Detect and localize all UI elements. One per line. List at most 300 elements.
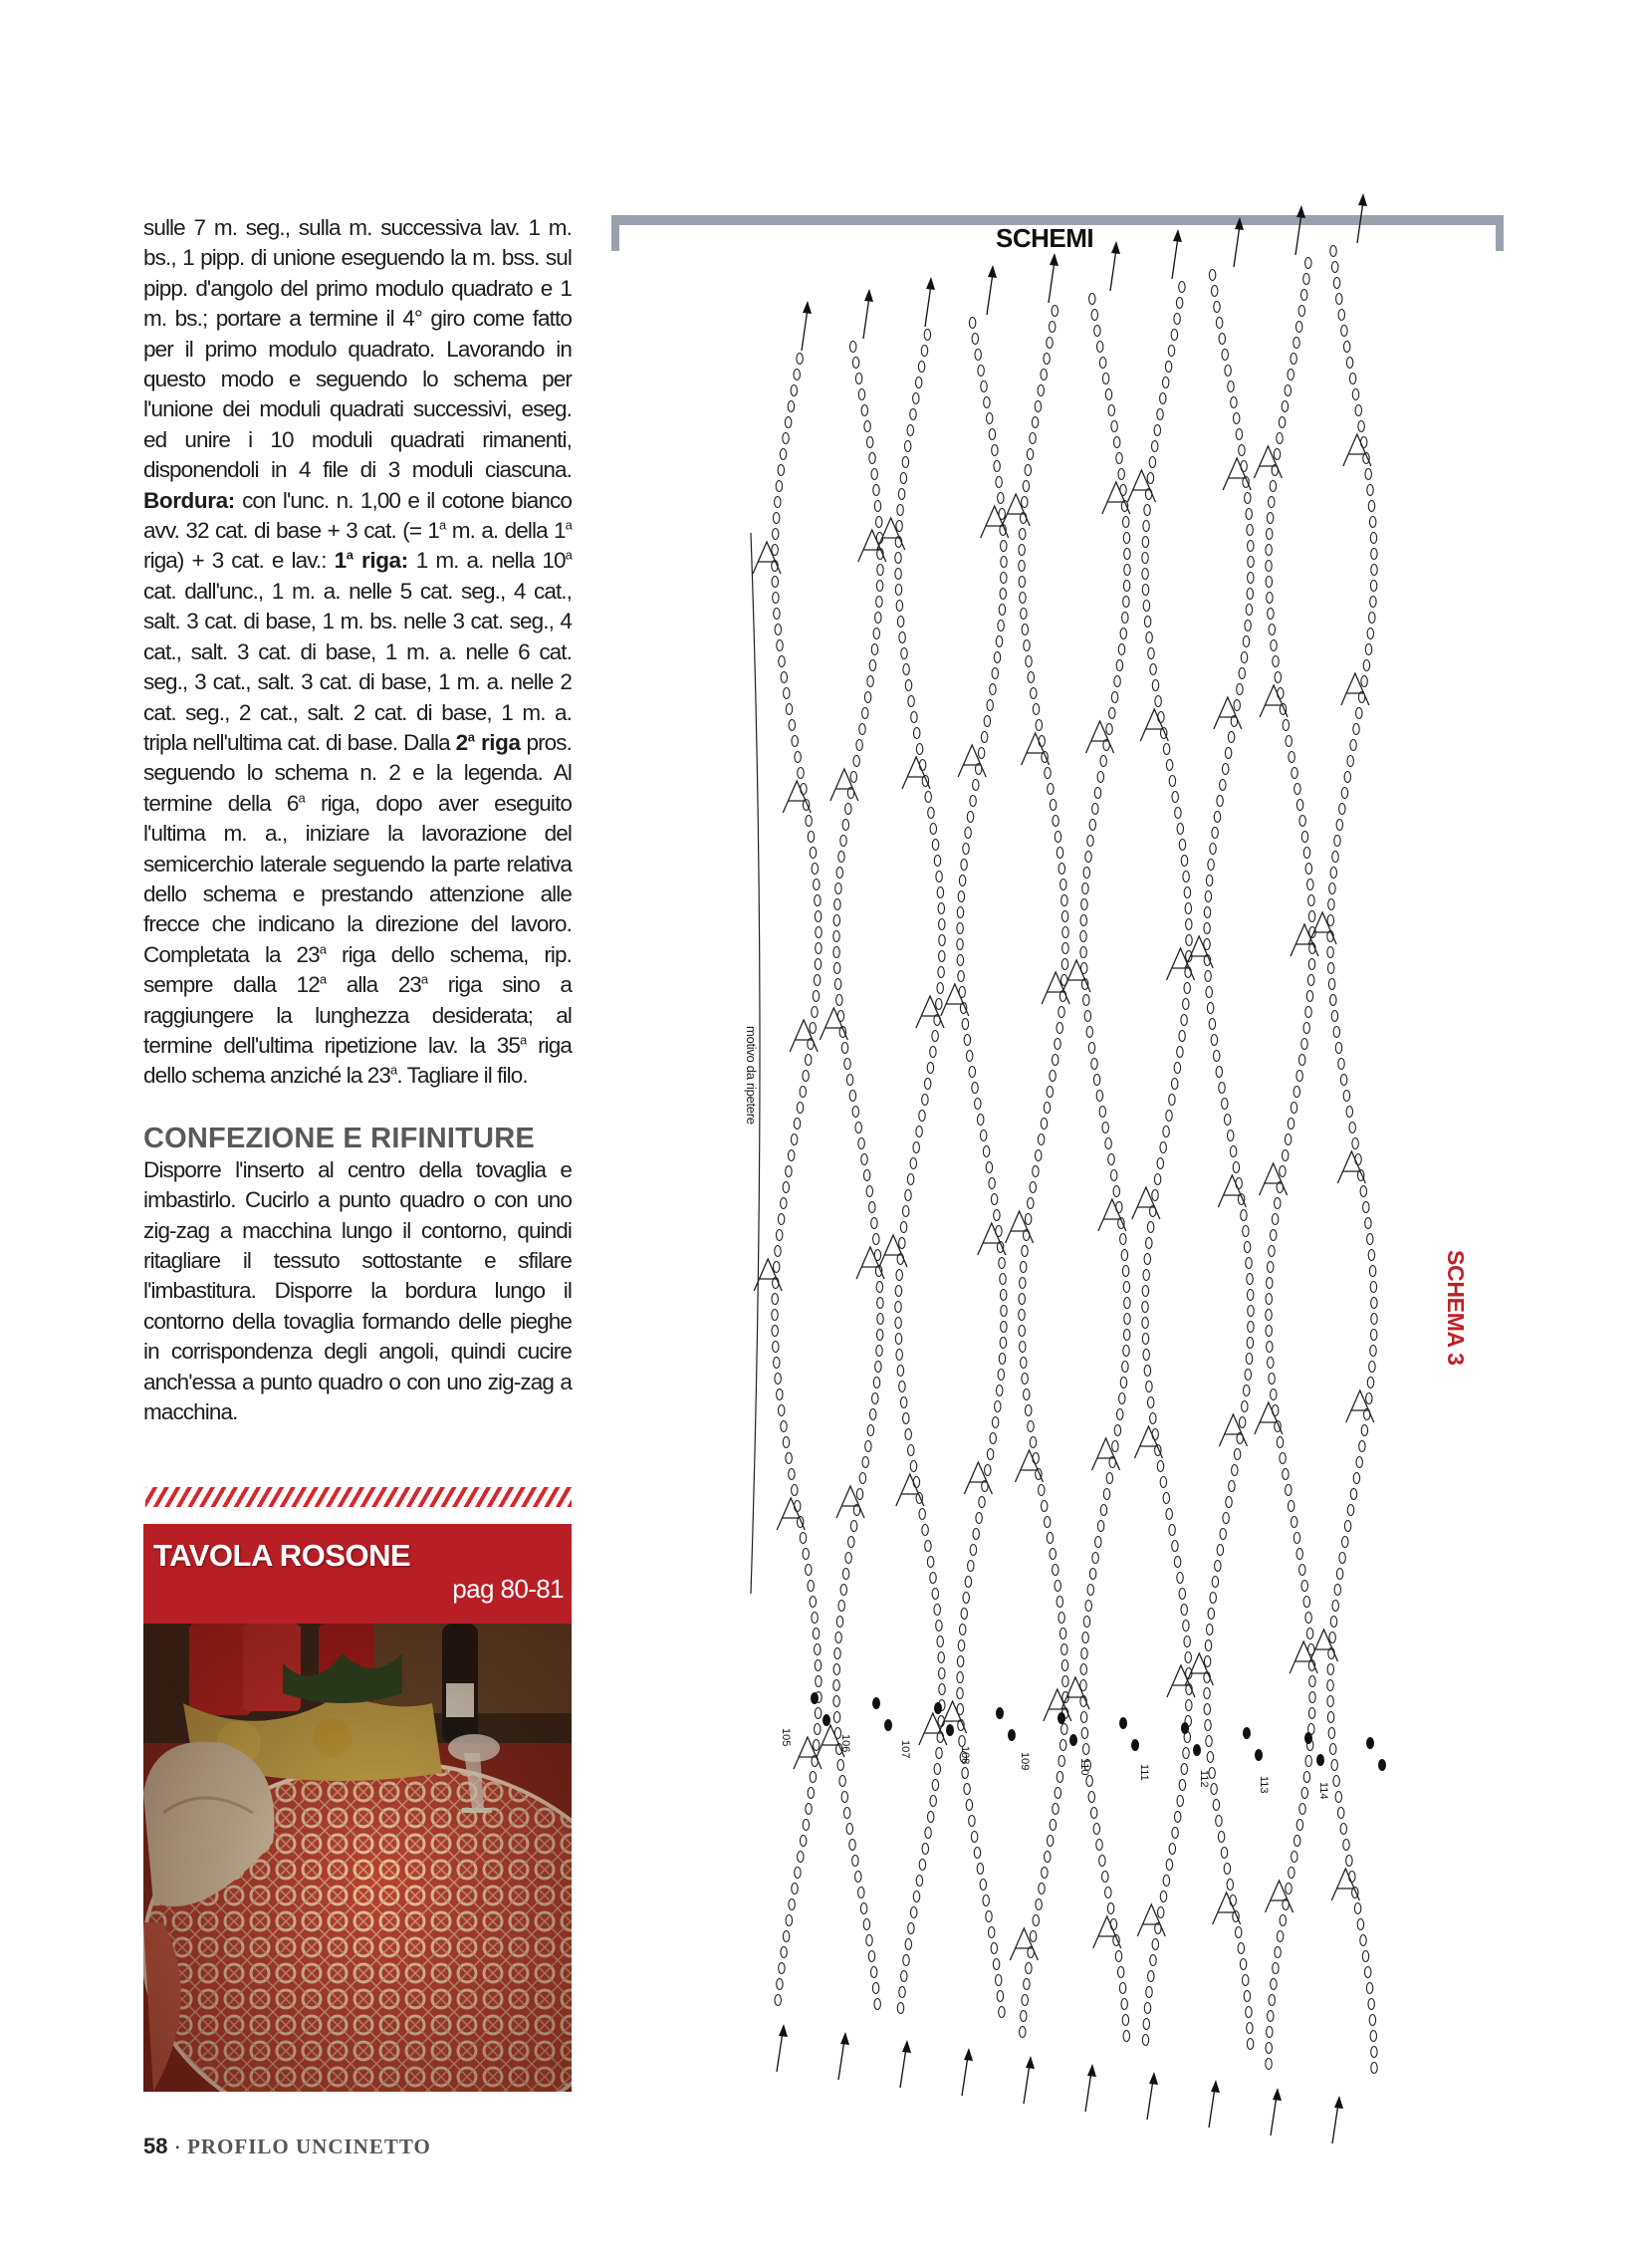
chain-stitch xyxy=(778,465,784,476)
direction-arrow xyxy=(900,2048,906,2088)
chain-stitch xyxy=(1175,808,1181,819)
chain-stitch xyxy=(841,1792,847,1803)
chain-stitch xyxy=(1301,1039,1307,1050)
fan-motif xyxy=(753,542,781,574)
chain-stitch xyxy=(781,1421,787,1432)
chain-stitch xyxy=(1039,1884,1045,1894)
chain-stitch xyxy=(1285,1134,1291,1145)
chain-stitch xyxy=(982,1481,988,1492)
chain-stitch xyxy=(1097,772,1103,783)
chain-stitch xyxy=(985,1465,991,1476)
chain-stitch xyxy=(1143,2019,1149,2030)
schemi-title: SCHEMI xyxy=(996,223,1094,253)
chain-stitch xyxy=(779,656,785,667)
chain-stitch xyxy=(1269,1995,1275,2006)
chain-stitch xyxy=(1270,481,1276,492)
chain-stitch xyxy=(1057,1023,1062,1034)
chain-stitch xyxy=(934,1015,940,1026)
chain-stitch xyxy=(1022,1374,1028,1385)
chain-stitch xyxy=(1234,413,1240,424)
chain-stitch xyxy=(806,816,812,827)
chain-stitch xyxy=(1088,1792,1094,1803)
chain-stitch xyxy=(1216,1816,1222,1827)
chain-stitch xyxy=(1183,999,1189,1010)
chain-stitch xyxy=(833,931,839,942)
chain-stitch xyxy=(1220,780,1226,791)
chain-stitch xyxy=(1038,1134,1044,1145)
chain-stitch xyxy=(876,1346,882,1357)
chain-stitch xyxy=(899,1238,905,1249)
chain-stitch xyxy=(859,724,865,735)
chain-stitch xyxy=(994,1210,1000,1221)
chain-stitch xyxy=(1360,1935,1366,1946)
chain-stitch xyxy=(1299,1565,1305,1576)
chain-stitch xyxy=(1118,469,1124,480)
chain-stitch xyxy=(958,1640,964,1651)
chain-stitch xyxy=(834,899,840,910)
chain-stitch xyxy=(1160,1142,1166,1153)
chain-stitch xyxy=(1355,405,1361,416)
chain-stitch xyxy=(958,1720,964,1731)
chain-stitch xyxy=(836,1744,842,1755)
direction-arrow xyxy=(863,297,869,339)
chain-stitch xyxy=(1083,995,1089,1006)
chain-stitch xyxy=(1329,883,1335,894)
picot-dot xyxy=(1181,1722,1189,1734)
chain-stitch xyxy=(1330,995,1336,1006)
chain-stitch xyxy=(1052,306,1058,317)
chain-stitch xyxy=(1291,1103,1296,1114)
chain-stitch xyxy=(992,1417,998,1428)
chain-stitch xyxy=(1277,1437,1283,1448)
chain-stitch xyxy=(1273,656,1279,667)
chain-stitch xyxy=(1280,704,1286,715)
chain-stitch xyxy=(1055,832,1060,843)
chain-stitch xyxy=(938,967,944,978)
chain-stitch xyxy=(1181,1015,1187,1026)
chain-stitch xyxy=(1181,856,1187,867)
chain-stitch xyxy=(1169,776,1175,787)
chain-stitch xyxy=(1169,1844,1175,1855)
chain-stitch xyxy=(781,1198,787,1209)
chain-stitch xyxy=(834,1648,840,1659)
fan-motif xyxy=(1254,446,1282,478)
chain-stitch xyxy=(999,1354,1005,1365)
chain-stitch xyxy=(847,788,853,799)
chain-stitch xyxy=(1219,334,1225,345)
chain-stitch xyxy=(858,1888,864,1898)
fan-motif xyxy=(1213,1892,1241,1924)
chain-stitch xyxy=(1100,756,1106,767)
arrowhead xyxy=(1026,2056,1035,2069)
section-heading: CONFEZIONE E RIFINITURE xyxy=(143,1122,535,1154)
chain-stitch xyxy=(1204,923,1210,934)
chain-stitch xyxy=(1099,1107,1105,1118)
chain-stitch xyxy=(1044,1103,1050,1114)
chain-stitch xyxy=(808,1039,814,1050)
fan-motif xyxy=(978,1223,1006,1255)
chain-stitch xyxy=(1028,1198,1034,1209)
chain-stitch xyxy=(1305,864,1311,875)
chain-stitch xyxy=(930,1573,936,1584)
chain-stitch xyxy=(939,951,945,962)
chain-stitch xyxy=(1244,1386,1250,1396)
chain-stitch xyxy=(895,585,901,596)
arrowhead xyxy=(902,2040,911,2053)
chain-stitch xyxy=(1268,1262,1274,1273)
chain-stitch xyxy=(1303,1772,1309,1783)
chain-stitch xyxy=(994,652,1000,663)
chain-stitch xyxy=(1296,800,1302,811)
chain-stitch xyxy=(1142,2035,1148,2046)
chain-stitch xyxy=(897,617,903,628)
chain-stitch xyxy=(852,1107,858,1118)
chain-stitch xyxy=(1122,1266,1128,1277)
chain-stitch xyxy=(1301,1788,1307,1799)
chain-stitch xyxy=(870,1409,876,1420)
chain-stitch xyxy=(1332,1601,1338,1612)
chain-stitch xyxy=(1113,1186,1119,1197)
chain-stitch xyxy=(916,1876,922,1887)
fan-motif xyxy=(1260,1163,1288,1195)
chain-stitch xyxy=(1229,1481,1235,1492)
chain-stitch xyxy=(990,1433,996,1444)
chain-stitch xyxy=(999,1258,1005,1269)
chain-stitch xyxy=(925,1079,931,1090)
chain-stitch xyxy=(1330,868,1336,879)
chain-stitch xyxy=(1062,1692,1068,1703)
picot-dot xyxy=(1366,1737,1374,1749)
chain-stitch xyxy=(1033,704,1039,715)
chain-stitch xyxy=(835,883,841,894)
fan-motif xyxy=(1309,1630,1337,1661)
chain-stitch xyxy=(866,1935,872,1946)
chain-stitch xyxy=(850,342,856,353)
chain-stitch xyxy=(959,987,965,998)
chain-stitch xyxy=(966,1800,972,1811)
chain-stitch xyxy=(1024,1979,1030,1990)
row-number: 112 xyxy=(1198,1770,1210,1788)
chain-stitch xyxy=(834,1728,840,1739)
chain-stitch xyxy=(1346,358,1352,369)
chain-stitch xyxy=(1266,1310,1272,1321)
card-title: TAVOLA ROSONE xyxy=(153,1538,411,1573)
chain-stitch xyxy=(919,1111,925,1122)
chain-stitch xyxy=(895,1334,901,1345)
fan-motif xyxy=(1218,1175,1246,1207)
chain-stitch xyxy=(1050,1549,1056,1560)
chain-stitch xyxy=(965,828,971,839)
chain-stitch xyxy=(1033,1453,1039,1464)
chain-stitch xyxy=(1291,354,1296,365)
chain-stitch xyxy=(895,537,901,548)
fan-motif xyxy=(877,518,905,550)
chain-stitch xyxy=(1158,1907,1164,1918)
chain-stitch xyxy=(1001,1322,1007,1333)
chain-stitch xyxy=(960,1003,966,1014)
chain-stitch xyxy=(1120,1378,1126,1388)
chain-stitch xyxy=(1028,672,1034,683)
picot-dot xyxy=(1243,1727,1251,1739)
chain-stitch xyxy=(846,1824,852,1835)
fan-motif xyxy=(896,1474,924,1506)
chain-stitch xyxy=(968,1561,974,1572)
chain-stitch xyxy=(1369,2015,1375,2026)
chain-stitch xyxy=(925,1828,931,1839)
chain-stitch xyxy=(1267,593,1273,604)
chain-stitch xyxy=(1172,1079,1178,1090)
chain-stitch xyxy=(1331,1760,1337,1771)
chain-stitch xyxy=(1061,895,1067,906)
chain-stitch xyxy=(1365,1967,1371,1978)
chain-stitch xyxy=(1268,1358,1274,1369)
chain-stitch xyxy=(1106,724,1112,735)
chain-stitch xyxy=(1341,788,1347,799)
chain-stitch xyxy=(1332,852,1338,863)
chain-stitch xyxy=(1165,362,1171,373)
chain-stitch xyxy=(897,505,903,516)
chain-stitch xyxy=(1210,844,1216,855)
chain-stitch xyxy=(1215,1561,1221,1572)
direction-arrow xyxy=(1234,225,1240,267)
chain-stitch xyxy=(1081,1728,1087,1739)
chain-stitch xyxy=(1267,1278,1273,1289)
fan-motif xyxy=(1341,673,1369,705)
chain-stitch xyxy=(1080,1680,1086,1691)
fan-motif xyxy=(1061,1677,1089,1709)
chain-stitch xyxy=(877,1298,883,1309)
chain-stitch xyxy=(1286,1884,1292,1894)
chain-stitch xyxy=(1248,1322,1254,1333)
chain-stitch xyxy=(905,1939,911,1950)
chain-stitch xyxy=(1123,533,1129,544)
direction-arrow xyxy=(802,309,808,351)
card-page-ref: pag 80-81 xyxy=(452,1574,564,1604)
chain-stitch xyxy=(989,1927,995,1938)
chain-stitch xyxy=(980,1880,986,1890)
related-project-card[interactable] xyxy=(143,1524,572,2092)
chain-stitch xyxy=(789,1150,795,1161)
chain-stitch xyxy=(939,1700,945,1711)
fan-motif xyxy=(1137,1904,1165,1936)
tablecloth-photo xyxy=(143,1624,572,2092)
direction-arrow xyxy=(1209,2088,1215,2128)
chain-stitch xyxy=(863,1919,869,1930)
footer-separator: · xyxy=(173,2134,181,2158)
chain-stitch xyxy=(916,378,922,388)
chain-stitch xyxy=(1103,1489,1109,1500)
chain-stitch xyxy=(1042,752,1048,763)
chain-stitch xyxy=(1185,967,1191,978)
direction-arrow xyxy=(1085,2072,1091,2112)
chain-stitch xyxy=(1294,784,1300,795)
chain-stitch xyxy=(1080,1712,1086,1723)
chain-stitch xyxy=(1061,911,1067,922)
chain-stitch xyxy=(1356,1457,1362,1468)
chain-stitch xyxy=(1353,1473,1359,1484)
fan-motif xyxy=(817,1725,844,1757)
chain-stitch xyxy=(1059,1629,1065,1639)
chain-stitch xyxy=(1057,1597,1062,1608)
chain-stitch xyxy=(1308,975,1314,986)
chain-stitch xyxy=(970,1545,976,1556)
fan-motif xyxy=(1290,1641,1317,1673)
chain-stitch xyxy=(803,1820,809,1831)
chain-stitch xyxy=(1059,1613,1064,1624)
chain-stitch xyxy=(1283,1469,1289,1480)
chain-stitch xyxy=(852,1856,858,1867)
chain-stitch xyxy=(772,577,778,588)
direction-arrow xyxy=(1172,237,1178,279)
chain-stitch xyxy=(901,1397,907,1408)
chain-stitch xyxy=(813,1629,819,1639)
chain-stitch xyxy=(876,1282,882,1293)
chain-stitch xyxy=(895,1302,901,1313)
chain-stitch xyxy=(1305,258,1311,269)
chain-stitch xyxy=(1233,1162,1239,1173)
chain-stitch xyxy=(1119,1983,1125,1994)
chain-stitch xyxy=(1081,979,1087,990)
picot-dot xyxy=(1131,1739,1139,1751)
chain-stitch xyxy=(1057,1772,1062,1783)
chain-stitch xyxy=(1118,644,1124,655)
chain-stitch xyxy=(1242,1401,1248,1412)
fan-motif xyxy=(1010,1928,1038,1960)
chain-stitch xyxy=(973,780,979,791)
chain-stitch xyxy=(1111,692,1117,703)
chain-stitch xyxy=(1266,545,1272,556)
chain-stitch xyxy=(999,509,1005,520)
chain-stitch xyxy=(981,732,987,743)
chain-stitch xyxy=(1243,1226,1249,1237)
chain-stitch xyxy=(806,1565,812,1576)
chain-stitch xyxy=(1371,565,1377,576)
chain-stitch xyxy=(1301,1581,1307,1592)
chain-stitch xyxy=(1266,577,1272,588)
chain-stitch xyxy=(1353,724,1359,735)
chain-stitch xyxy=(922,1095,928,1106)
chain-stitch xyxy=(875,1266,881,1277)
chain-stitch xyxy=(1112,1441,1118,1452)
chain-stitch xyxy=(816,943,822,954)
chain-stitch xyxy=(1212,828,1218,839)
chain-stitch xyxy=(1361,1425,1367,1436)
chain-stitch xyxy=(1105,1888,1111,1898)
chain-stitch xyxy=(905,1190,911,1201)
chain-stitch xyxy=(913,1891,919,1902)
chain-stitch xyxy=(1019,1310,1025,1321)
chain-stitch xyxy=(967,812,973,823)
direction-arrow xyxy=(1049,261,1055,303)
chain-stitch xyxy=(783,433,789,444)
chain-stitch xyxy=(786,1166,792,1177)
chain-stitch xyxy=(1288,370,1294,380)
chain-stitch xyxy=(1144,1254,1150,1265)
chain-stitch xyxy=(1210,1593,1216,1604)
chain-stitch xyxy=(1109,708,1115,719)
chain-stitch xyxy=(1124,549,1130,560)
chain-stitch xyxy=(1349,374,1355,384)
chain-stitch xyxy=(1019,529,1025,540)
chain-stitch xyxy=(871,1218,877,1229)
chain-stitch xyxy=(1108,405,1114,416)
direction-arrow xyxy=(1271,2096,1277,2136)
chain-stitch xyxy=(1092,1553,1098,1564)
chain-stitch xyxy=(1335,1792,1341,1803)
chain-stitch xyxy=(1207,1752,1213,1763)
fan-motif xyxy=(1127,470,1155,502)
chain-stitch xyxy=(1301,832,1307,843)
chain-stitch xyxy=(1114,437,1120,448)
chain-stitch xyxy=(936,1621,942,1632)
chain-stitch xyxy=(1371,2047,1377,2058)
fan-motif xyxy=(1219,1414,1247,1446)
chain-stitch xyxy=(979,1497,985,1508)
chain-stitch xyxy=(1333,1776,1339,1787)
chain-stitch xyxy=(939,935,945,946)
chain-stitch xyxy=(1080,947,1086,958)
chain-stitch xyxy=(812,1613,818,1624)
chain-stitch xyxy=(1217,796,1223,807)
chain-stitch xyxy=(1244,1991,1250,2002)
chain-stitch xyxy=(1050,322,1056,333)
chain-stitch xyxy=(783,1182,789,1193)
chain-stitch xyxy=(958,971,964,982)
repeat-motif-label: motivo da ripetere xyxy=(744,1026,759,1125)
chain-stitch xyxy=(958,891,964,902)
chain-stitch xyxy=(1059,864,1064,875)
chain-stitch xyxy=(1157,409,1163,420)
chain-stitch xyxy=(996,636,1002,647)
chain-stitch xyxy=(1369,1266,1375,1277)
chain-stitch xyxy=(773,1342,779,1353)
chain-stitch xyxy=(839,1776,845,1787)
chain-stitch xyxy=(1142,537,1148,548)
chain-stitch xyxy=(803,800,809,811)
chain-stitch xyxy=(1248,1306,1254,1317)
fan-motif xyxy=(830,769,858,801)
chain-stitch xyxy=(994,461,1000,472)
chain-stitch xyxy=(1026,1963,1032,1974)
chain-stitch xyxy=(1307,1740,1313,1751)
chain-stitch xyxy=(1247,525,1253,536)
chain-stitch xyxy=(1039,1485,1045,1496)
chain-stitch xyxy=(808,1581,814,1592)
chain-stitch xyxy=(928,808,934,819)
fan-motif xyxy=(1062,960,1090,992)
chain-stitch xyxy=(836,995,842,1006)
chain-stitch xyxy=(1308,895,1314,906)
chain-stitch xyxy=(1232,1465,1238,1476)
picot-dot xyxy=(872,1697,880,1709)
chain-stitch xyxy=(1266,2043,1272,2054)
chain-stitch xyxy=(1245,1370,1251,1381)
chain-stitch xyxy=(1246,1258,1252,1269)
page-footer xyxy=(143,2134,431,2159)
chain-stitch xyxy=(969,318,975,329)
fan-motif xyxy=(1223,458,1251,490)
chain-stitch xyxy=(1266,2059,1272,2070)
fan-motif xyxy=(856,1247,884,1279)
fan-motif xyxy=(1291,924,1318,956)
chain-stitch xyxy=(976,1513,982,1524)
chain-stitch xyxy=(841,1043,847,1054)
fan-motif xyxy=(754,1259,782,1291)
picot-dot xyxy=(946,1724,954,1736)
chain-stitch xyxy=(838,852,844,863)
picot-dot xyxy=(1119,1717,1127,1729)
chain-stitch xyxy=(1184,983,1190,994)
